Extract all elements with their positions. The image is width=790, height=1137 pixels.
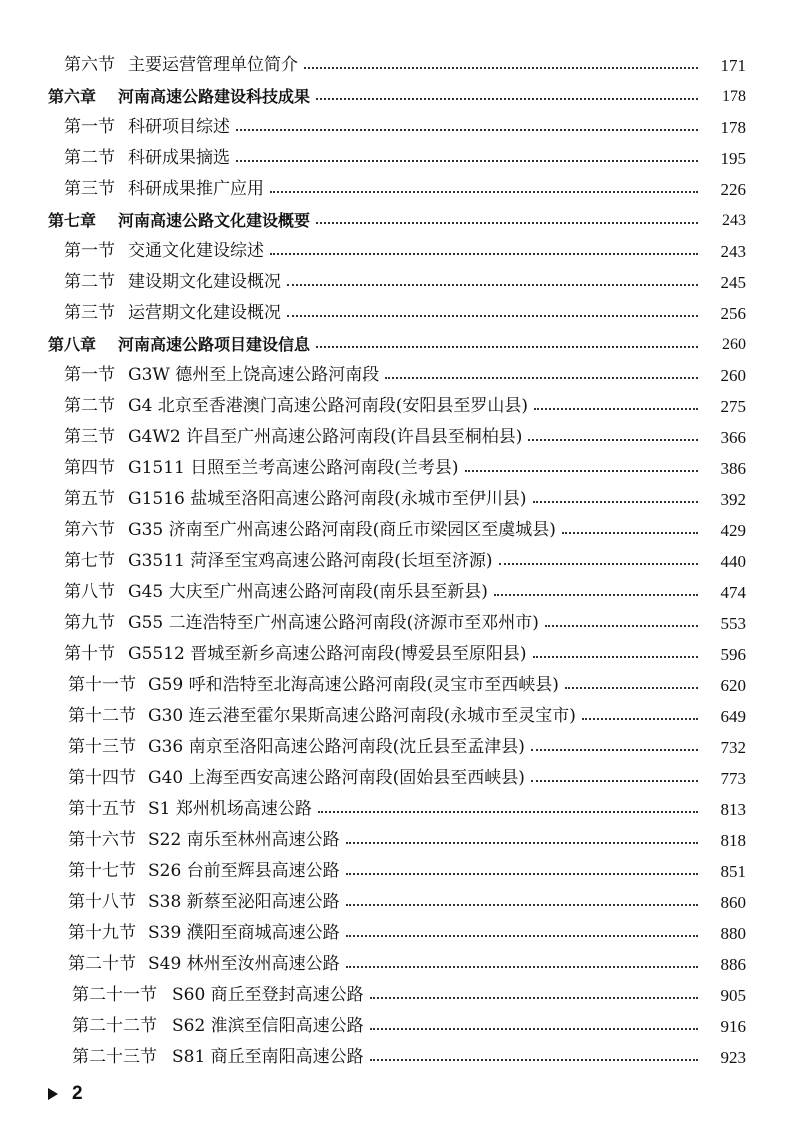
toc-entry-page-number: 553 (720, 614, 746, 633)
toc-section-entry[interactable] (0, 484, 790, 515)
toc-section-entry[interactable] (0, 608, 790, 639)
toc-entry-title: G3511 菏泽至宝鸡高速公路河南段(长垣至济源) (128, 551, 493, 571)
toc-entry-title: S49 林州至汝州高速公路 (148, 954, 340, 974)
dot-leader (385, 377, 698, 379)
toc-entry-label: 第十五节 (68, 799, 136, 819)
toc-entry-page-number: 245 (720, 273, 746, 292)
toc-entry-page-number: 905 (720, 986, 746, 1005)
dot-leader (346, 935, 698, 937)
toc-section-entry[interactable] (0, 825, 790, 856)
toc-entry-page-number: 649 (720, 707, 746, 726)
toc-section-entry[interactable] (0, 515, 790, 546)
page-number: 2 (72, 1083, 83, 1104)
toc-entry-label: 第五节 (64, 489, 115, 509)
dot-leader (370, 997, 698, 999)
dot-leader (465, 470, 698, 472)
toc-entry-page-number: 392 (720, 490, 746, 509)
toc-entry-label: 第三节 (64, 303, 115, 323)
toc-entry-page-number: 256 (720, 304, 746, 323)
toc-entry-page-number: 596 (720, 645, 746, 664)
toc-entry-label: 第六章 (48, 87, 97, 106)
toc-entry-title: 河南高速公路项目建设信息 (118, 335, 311, 354)
toc-entry-page-number: 366 (720, 428, 746, 447)
toc-section-entry[interactable] (0, 949, 790, 980)
dot-leader (582, 718, 698, 720)
toc-entry-label: 第六节 (64, 520, 115, 540)
toc-chapter-entry[interactable] (0, 205, 790, 236)
toc-section-entry[interactable] (0, 360, 790, 391)
toc-entry-page-number: 178 (720, 118, 746, 137)
toc-entry-title: G35 济南至广州高速公路河南段(商丘市梁园区至虞城县) (128, 520, 556, 540)
toc-section-entry[interactable] (0, 453, 790, 484)
triangle-right-icon (48, 1088, 58, 1100)
dot-leader (270, 191, 698, 193)
toc-entry-page-number: 474 (720, 583, 746, 602)
toc-entry-label: 第二十二节 (72, 1016, 157, 1036)
toc-entry-label: 第二节 (64, 396, 115, 416)
toc-entry-title: G45 大庆至广州高速公路河南段(南乐县至新县) (128, 582, 488, 602)
toc-entry-title: G40 上海至西安高速公路河南段(固始县至西峡县) (148, 768, 525, 788)
toc-entry-page-number: 429 (720, 521, 746, 540)
toc-entry-label: 第十九节 (68, 923, 136, 943)
toc-section-entry[interactable] (0, 546, 790, 577)
dot-leader (236, 129, 698, 131)
dot-leader (531, 749, 698, 751)
toc-entry-label: 第四节 (64, 458, 115, 478)
toc-section-entry[interactable] (0, 701, 790, 732)
toc-entry-title: G59 呼和浩特至北海高速公路河南段(灵宝市至西峡县) (148, 675, 559, 695)
dot-leader (270, 253, 698, 255)
toc-entry-title: S38 新蔡至泌阳高速公路 (148, 892, 340, 912)
toc-section-entry[interactable] (0, 1011, 790, 1042)
toc-entry-title: 运营期文化建设概况 (128, 303, 281, 323)
toc-entry-page-number: 260 (722, 336, 746, 353)
toc-entry-label: 第二节 (64, 272, 115, 292)
toc-entry-label: 第三节 (64, 179, 115, 199)
dot-leader (346, 904, 698, 906)
toc-entry-title: G30 连云港至霍尔果斯高速公路河南段(永城市至灵宝市) (148, 706, 576, 726)
dot-leader (533, 501, 698, 503)
toc-entry-title: 河南高速公路建设科技成果 (118, 87, 311, 106)
toc-entry-title: G55 二连浩特至广州高速公路河南段(济源市至邓州市) (128, 613, 539, 633)
toc-section-entry[interactable] (0, 1042, 790, 1073)
toc-entry-label: 第一节 (64, 241, 115, 261)
dot-leader (499, 563, 698, 565)
dot-leader (304, 67, 698, 69)
toc-entry-title: G5512 晋城至新乡高速公路河南段(博爱县至原阳县) (128, 644, 527, 664)
dot-leader (236, 160, 698, 162)
toc-entry-page-number: 243 (722, 212, 746, 229)
dot-leader (533, 656, 698, 658)
table-of-contents (0, 50, 790, 1073)
toc-entry-page-number: 916 (720, 1017, 746, 1036)
toc-entry-title: S62 淮滨至信阳高速公路 (172, 1016, 364, 1036)
toc-entry-title: 主要运营管理单位简介 (128, 55, 298, 75)
dot-leader (318, 811, 698, 813)
toc-entry-page-number: 178 (722, 88, 746, 105)
page-footer (48, 1083, 83, 1105)
toc-entry-label: 第十二节 (68, 706, 136, 726)
toc-chapter-entry[interactable] (0, 329, 790, 360)
toc-section-entry[interactable] (0, 391, 790, 422)
toc-section-entry[interactable] (0, 236, 790, 267)
toc-section-entry[interactable] (0, 794, 790, 825)
toc-entry-label: 第一节 (64, 365, 115, 385)
toc-entry-label: 第十七节 (68, 861, 136, 881)
toc-entry-label: 第八章 (48, 335, 97, 354)
toc-entry-page-number: 851 (720, 862, 746, 881)
toc-entry-label: 第六节 (64, 55, 115, 75)
dot-leader (562, 532, 698, 534)
toc-entry-title: S26 台前至辉县高速公路 (148, 861, 340, 881)
dot-leader (528, 439, 698, 441)
toc-entry-title: 科研成果推广应用 (128, 179, 264, 199)
toc-entry-page-number: 243 (720, 242, 746, 261)
toc-section-entry[interactable] (0, 763, 790, 794)
toc-entry-page-number: 880 (720, 924, 746, 943)
toc-section-entry[interactable] (0, 732, 790, 763)
toc-entry-label: 第八节 (64, 582, 115, 602)
dot-leader (346, 842, 698, 844)
toc-entry-page-number: 860 (720, 893, 746, 912)
toc-entry-title: S60 商丘至登封高速公路 (172, 985, 364, 1005)
toc-entry-label: 第二十节 (68, 954, 136, 974)
toc-entry-label: 第九节 (64, 613, 115, 633)
toc-entry-title: 交通文化建设综述 (128, 241, 264, 261)
toc-section-entry[interactable] (0, 112, 790, 143)
toc-entry-label: 第三节 (64, 427, 115, 447)
dot-leader (346, 966, 698, 968)
toc-section-entry[interactable] (0, 422, 790, 453)
toc-entry-page-number: 886 (720, 955, 746, 974)
toc-entry-page-number: 226 (720, 180, 746, 199)
toc-entry-title: S39 濮阳至商城高速公路 (148, 923, 340, 943)
toc-section-entry[interactable] (0, 856, 790, 887)
toc-entry-title: G4 北京至香港澳门高速公路河南段(安阳县至罗山县) (128, 396, 529, 416)
toc-entry-label: 第七节 (64, 551, 115, 571)
toc-entry-page-number: 171 (720, 56, 746, 75)
toc-entry-label: 第二十三节 (72, 1047, 157, 1067)
toc-entry-title: G1511 日照至兰考高速公路河南段(兰考县) (128, 458, 459, 478)
dot-leader (287, 315, 698, 317)
toc-entry-title: 科研项目综述 (128, 117, 230, 137)
toc-entry-title: G36 南京至洛阳高速公路河南段(沈丘县至孟津县) (148, 737, 525, 757)
toc-entry-page-number: 773 (720, 769, 746, 788)
dot-leader (531, 780, 698, 782)
dot-leader (287, 284, 698, 286)
toc-section-entry[interactable] (0, 577, 790, 608)
toc-section-entry[interactable] (0, 639, 790, 670)
toc-section-entry[interactable] (0, 267, 790, 298)
toc-entry-title: 建设期文化建设概况 (128, 272, 281, 292)
toc-entry-label: 第十三节 (68, 737, 136, 757)
toc-chapter-entry[interactable] (0, 81, 790, 112)
toc-section-entry[interactable] (0, 918, 790, 949)
dot-leader (346, 873, 698, 875)
dot-leader (370, 1059, 698, 1061)
toc-entry-label: 第十八节 (68, 892, 136, 912)
dot-leader (316, 346, 698, 348)
dot-leader (534, 408, 698, 410)
toc-section-entry[interactable] (0, 887, 790, 918)
toc-entry-page-number: 620 (720, 676, 746, 695)
toc-entry-page-number: 386 (720, 459, 746, 478)
dot-leader (565, 687, 698, 689)
toc-entry-page-number: 260 (720, 366, 746, 385)
dot-leader (370, 1028, 698, 1030)
toc-entry-label: 第二十一节 (72, 985, 157, 1005)
dot-leader (494, 594, 698, 596)
toc-entry-label: 第十六节 (68, 830, 136, 850)
dot-leader (545, 625, 698, 627)
toc-entry-label: 第七章 (48, 211, 97, 230)
toc-entry-title: G3W 德州至上饶高速公路河南段 (128, 365, 380, 385)
toc-entry-page-number: 440 (720, 552, 746, 571)
toc-entry-title: 河南高速公路文化建设概要 (118, 211, 311, 230)
toc-entry-title: S1 郑州机场高速公路 (148, 799, 312, 819)
dot-leader (316, 98, 698, 100)
toc-section-entry[interactable] (0, 298, 790, 329)
toc-section-entry[interactable] (0, 980, 790, 1011)
toc-entry-title: 科研成果摘选 (128, 148, 230, 168)
toc-entry-label: 第十节 (64, 644, 115, 664)
toc-section-entry[interactable] (0, 143, 790, 174)
dot-leader (316, 222, 698, 224)
toc-entry-title: S22 南乐至林州高速公路 (148, 830, 340, 850)
toc-entry-page-number: 195 (720, 149, 746, 168)
toc-entry-page-number: 732 (720, 738, 746, 757)
toc-entry-title: S81 商丘至南阳高速公路 (172, 1047, 364, 1067)
toc-section-entry[interactable] (0, 174, 790, 205)
toc-entry-label: 第一节 (64, 117, 115, 137)
toc-section-entry[interactable] (0, 670, 790, 701)
toc-section-entry[interactable] (0, 50, 790, 81)
toc-entry-page-number: 275 (720, 397, 746, 416)
toc-entry-page-number: 813 (720, 800, 746, 819)
toc-entry-page-number: 923 (720, 1048, 746, 1067)
toc-entry-label: 第十一节 (68, 675, 136, 695)
toc-entry-label: 第二节 (64, 148, 115, 168)
toc-entry-page-number: 818 (720, 831, 746, 850)
toc-entry-label: 第十四节 (68, 768, 136, 788)
toc-entry-title: G1516 盐城至洛阳高速公路河南段(永城市至伊川县) (128, 489, 527, 509)
toc-entry-title: G4W2 许昌至广州高速公路河南段(许昌县至桐柏县) (128, 427, 523, 447)
